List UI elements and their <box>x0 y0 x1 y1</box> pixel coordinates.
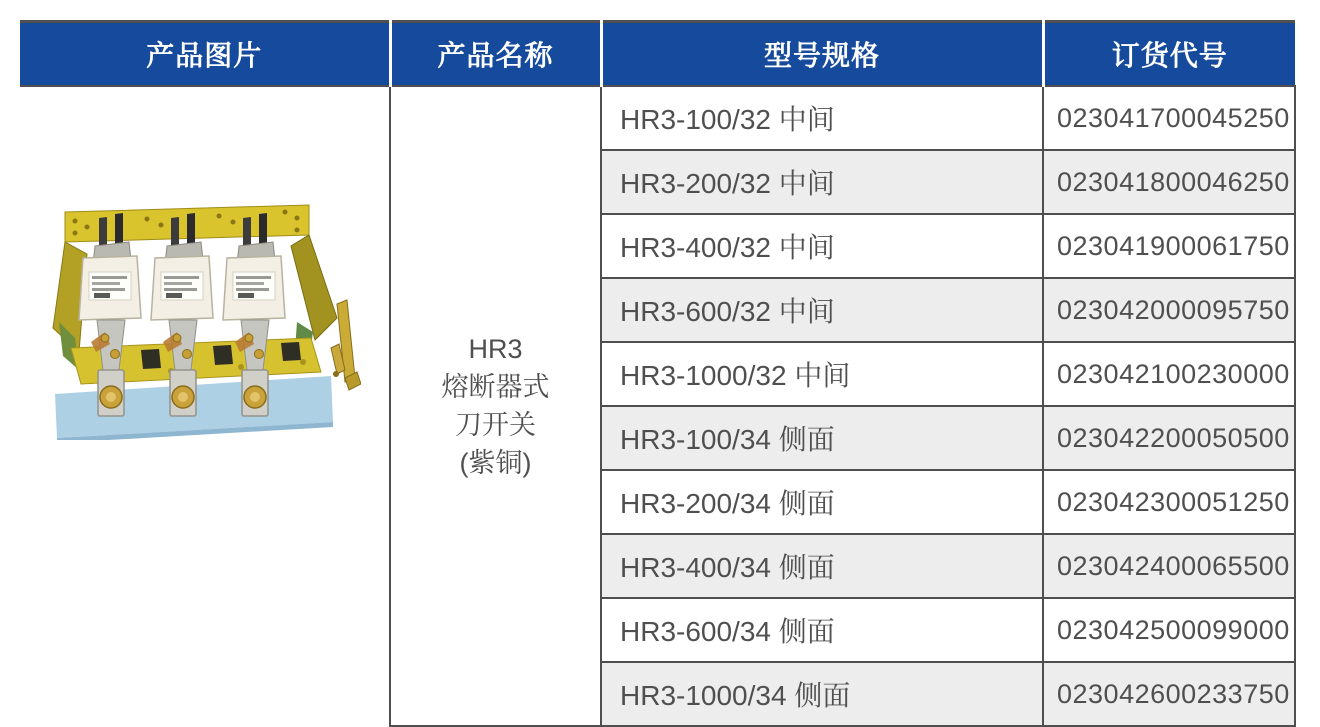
product-catalog-table <box>20 20 1296 727</box>
header-row <box>20 22 1295 87</box>
code-cell: 023041700045250 <box>1043 86 1295 150</box>
model-cell: HR3-1000/32 中间 <box>601 342 1043 406</box>
model-cell: HR3-100/32 中间 <box>601 86 1043 150</box>
product-name-line: 熔断器式 <box>441 372 550 402</box>
model-cell: HR3-400/34 侧面 <box>601 534 1043 598</box>
column-header-model-spec: 型号规格 <box>601 22 1043 87</box>
code-cell: 023042600233750 <box>1043 662 1295 726</box>
hr3-fuse-knife-switch-photo <box>49 200 361 440</box>
code-cell: 023042100230000 <box>1043 342 1295 406</box>
model-cell: HR3-400/32 中间 <box>601 214 1043 278</box>
code-cell: 023041800046250 <box>1043 150 1295 214</box>
model-cell: HR3-200/32 中间 <box>601 150 1043 214</box>
product-image-wrap <box>21 200 388 440</box>
model-cell: HR3-600/34 侧面 <box>601 598 1043 662</box>
product-name-cell <box>390 86 601 726</box>
code-cell: 023041900061750 <box>1043 214 1295 278</box>
product-name-line: (紫铜) <box>459 448 532 478</box>
model-cell: HR3-1000/34 侧面 <box>601 662 1043 726</box>
column-header-order-code: 订货代号 <box>1043 22 1295 87</box>
code-cell: 023042500099000 <box>1043 598 1295 662</box>
column-header-product-image: 产品图片 <box>20 22 390 87</box>
product-image-cell <box>20 86 390 726</box>
model-cell: HR3-100/34 侧面 <box>601 406 1043 470</box>
model-cell: HR3-200/34 侧面 <box>601 470 1043 534</box>
product-name-line: 刀开关 <box>455 410 536 440</box>
product-name <box>392 330 599 482</box>
column-header-product-name: 产品名称 <box>390 22 601 87</box>
product-name-line: HR3 <box>468 334 523 364</box>
model-cell: HR3-600/32 中间 <box>601 278 1043 342</box>
code-cell: 023042200050500 <box>1043 406 1295 470</box>
table-row <box>20 86 1295 150</box>
code-cell: 023042000095750 <box>1043 278 1295 342</box>
code-cell: 023042300051250 <box>1043 470 1295 534</box>
code-cell: 023042400065500 <box>1043 534 1295 598</box>
